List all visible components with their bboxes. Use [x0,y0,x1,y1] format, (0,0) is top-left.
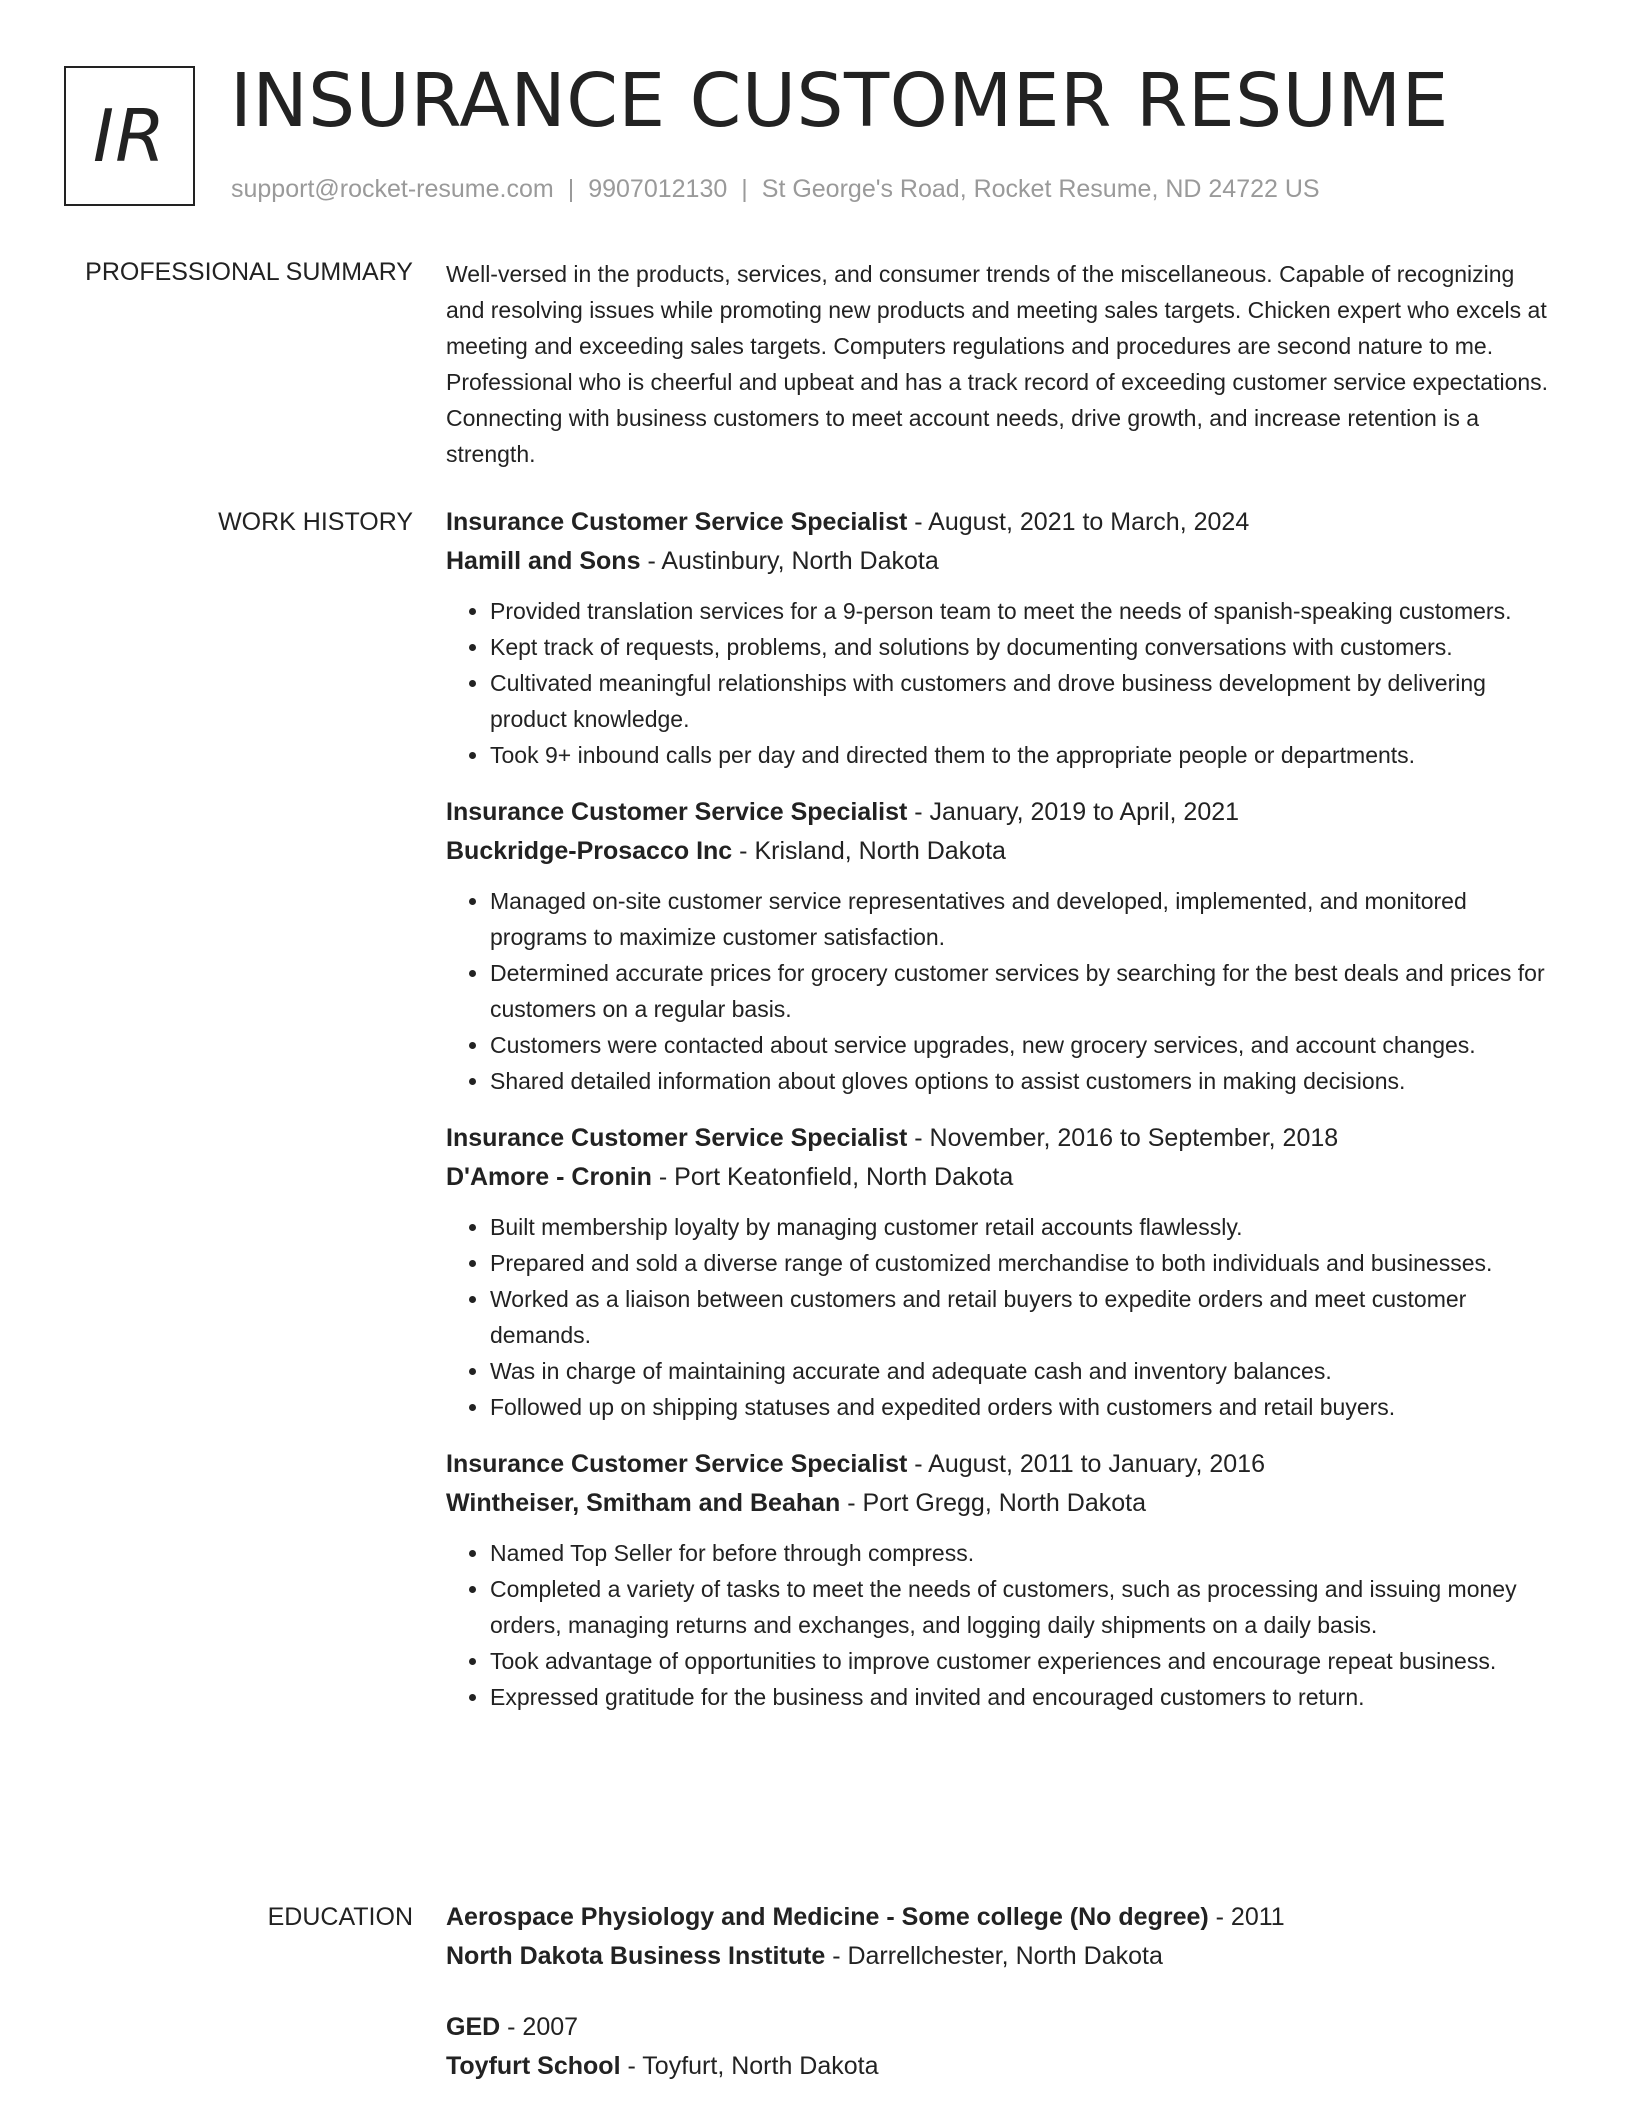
job-title-line [446,503,1556,542]
work-history-section-label: WORK HISTORY [218,508,413,536]
job-location: - Port Gregg, North Dakota [847,1489,1146,1517]
job-duty: • Kept track of requests, problems, and solutions by documenting conversations with customers. [490,629,1556,665]
education-degree: Aerospace Physiology and Medicine - Some college (No degree) [446,1903,1209,1931]
job-duty: • Worked as a liaison between customers and retail buyers to expedite orders and meet customer demands. [490,1281,1556,1353]
job-company-line [446,1158,1556,1197]
job-title: Insurance Customer Service Specialist [446,798,908,826]
monogram-initials: IR [92,94,167,178]
job-dates: - November, 2016 to September, 2018 [914,1124,1339,1152]
education-degree-line [446,1898,1556,1937]
contact-phone[interactable]: 9907012130 [588,175,728,203]
job-location: - Austinbury, North Dakota [647,547,939,575]
summary-section-label: PROFESSIONAL SUMMARY [85,258,413,286]
job-duty: • Customers were contacted about service upgrades, new grocery services, and account changes. [490,1027,1556,1063]
job-duties-list [446,883,1556,1099]
job-duty: • Expressed gratitude for the business and invited and encouraged customers to return. [490,1679,1556,1715]
job-duty: • Provided translation services for a 9-person team to meet the needs of spanish-speaking customers. [490,593,1556,629]
education-year: - 2011 [1215,1903,1285,1931]
job-duties-list [446,1535,1556,1715]
job-company-line [446,542,1556,581]
job-title: Insurance Customer Service Specialist [446,1450,908,1478]
work-history-list [446,503,1556,1735]
education-school-line [446,2047,1556,2086]
job-duty: • Cultivated meaningful relationships with customers and drove business development by delivering product knowledge. [490,665,1556,737]
job-duty: • Completed a variety of tasks to meet the needs of customers, such as processing and issuing money orders, managing returns and exchanges, and logging daily shipments on a daily basis. [490,1571,1556,1643]
job-company-line [446,1484,1556,1523]
job-entry [446,1445,1556,1715]
job-duty: • Managed on-site customer service representatives and developed, implemented, and monitored programs to maximize customer satisfaction. [490,883,1556,955]
job-duties-list [446,1209,1556,1425]
education-entry [446,2008,1556,2086]
job-company-line [446,832,1556,871]
education-school: North Dakota Business Institute [446,1942,826,1970]
job-location: - Port Keatonfield, North Dakota [658,1163,1014,1191]
education-school: Toyfurt School [446,2052,621,2080]
job-duty: • Followed up on shipping statuses and expedited orders with customers and retail buyers. [490,1389,1556,1425]
job-duty: • Prepared and sold a diverse range of customized merchandise to both individuals and businesses. [490,1245,1556,1281]
education-entry [446,1898,1556,1976]
education-degree-line [446,2008,1556,2047]
job-title-line [446,1445,1556,1484]
job-company: Buckridge-Prosacco Inc [446,837,733,865]
job-entry [446,793,1556,1099]
job-duty: • Took 9+ inbound calls per day and directed them to the appropriate people or departments. [490,737,1556,773]
contact-email[interactable]: support@rocket-resume.com [231,175,554,203]
job-company: D'Amore - Cronin [446,1163,652,1191]
job-title: Insurance Customer Service Specialist [446,508,908,536]
education-location: - Toyfurt, North Dakota [627,2052,879,2080]
job-title-line [446,793,1556,832]
job-title-line [446,1119,1556,1158]
job-duty: • Determined accurate prices for grocery customer services by searching for the best deals and prices for customers on a regular basis. [490,955,1556,1027]
job-duty: • Was in charge of maintaining accurate and adequate cash and inventory balances. [490,1353,1556,1389]
monogram-logo [64,66,195,206]
contact-separator: | [741,175,748,203]
job-duty: • Took advantage of opportunities to improve customer experiences and encourage repeat business. [490,1643,1556,1679]
job-title: Insurance Customer Service Specialist [446,1124,908,1152]
contact-separator: | [567,175,575,203]
resume-title: INSURANCE CUSTOMER RESUME [230,58,1449,144]
job-duty: • Shared detailed information about gloves options to assist customers in making decisions. [490,1063,1556,1099]
job-dates: - August, 2011 to January, 2016 [914,1450,1265,1478]
education-year: - 2007 [507,2013,579,2041]
job-location: - Krisland, North Dakota [739,837,1006,865]
education-school-line [446,1937,1556,1976]
summary-text: Well-versed in the products, services, and consumer trends of the miscellaneous. Capable of recognizing and resolving issues while promoting new products and meeting sales targets. Chicken expert who excels at meeting and exceeding sales targets. Computers regulations and procedures are second nature to me. Professional who is cheerful and upbeat and has a track record of exceeding customer service expectations. Connecting with business customers to meet account needs, drive growth, and increase retention is a strength. [446,261,1549,467]
job-duty: • Named Top Seller for before through compress. [490,1535,1556,1571]
job-company: Wintheiser, Smitham and Beahan [446,1489,841,1517]
education-degree: GED [446,2013,501,2041]
job-entry [446,503,1556,773]
job-duty: • Built membership loyalty by managing customer retail accounts flawlessly. [490,1209,1556,1245]
job-duties-list [446,593,1556,773]
job-dates: - January, 2019 to April, 2021 [914,798,1240,826]
job-dates: - August, 2021 to March, 2024 [914,508,1250,536]
job-entry [446,1119,1556,1425]
job-company: Hamill and Sons [446,547,641,575]
education-location: - Darrellchester, North Dakota [832,1942,1163,1970]
contact-line [231,175,1320,204]
contact-address: St George's Road, Rocket Resume, ND 24722 US [761,175,1320,203]
education-section-label: EDUCATION [267,1903,413,1931]
education-list [446,1898,1556,2118]
